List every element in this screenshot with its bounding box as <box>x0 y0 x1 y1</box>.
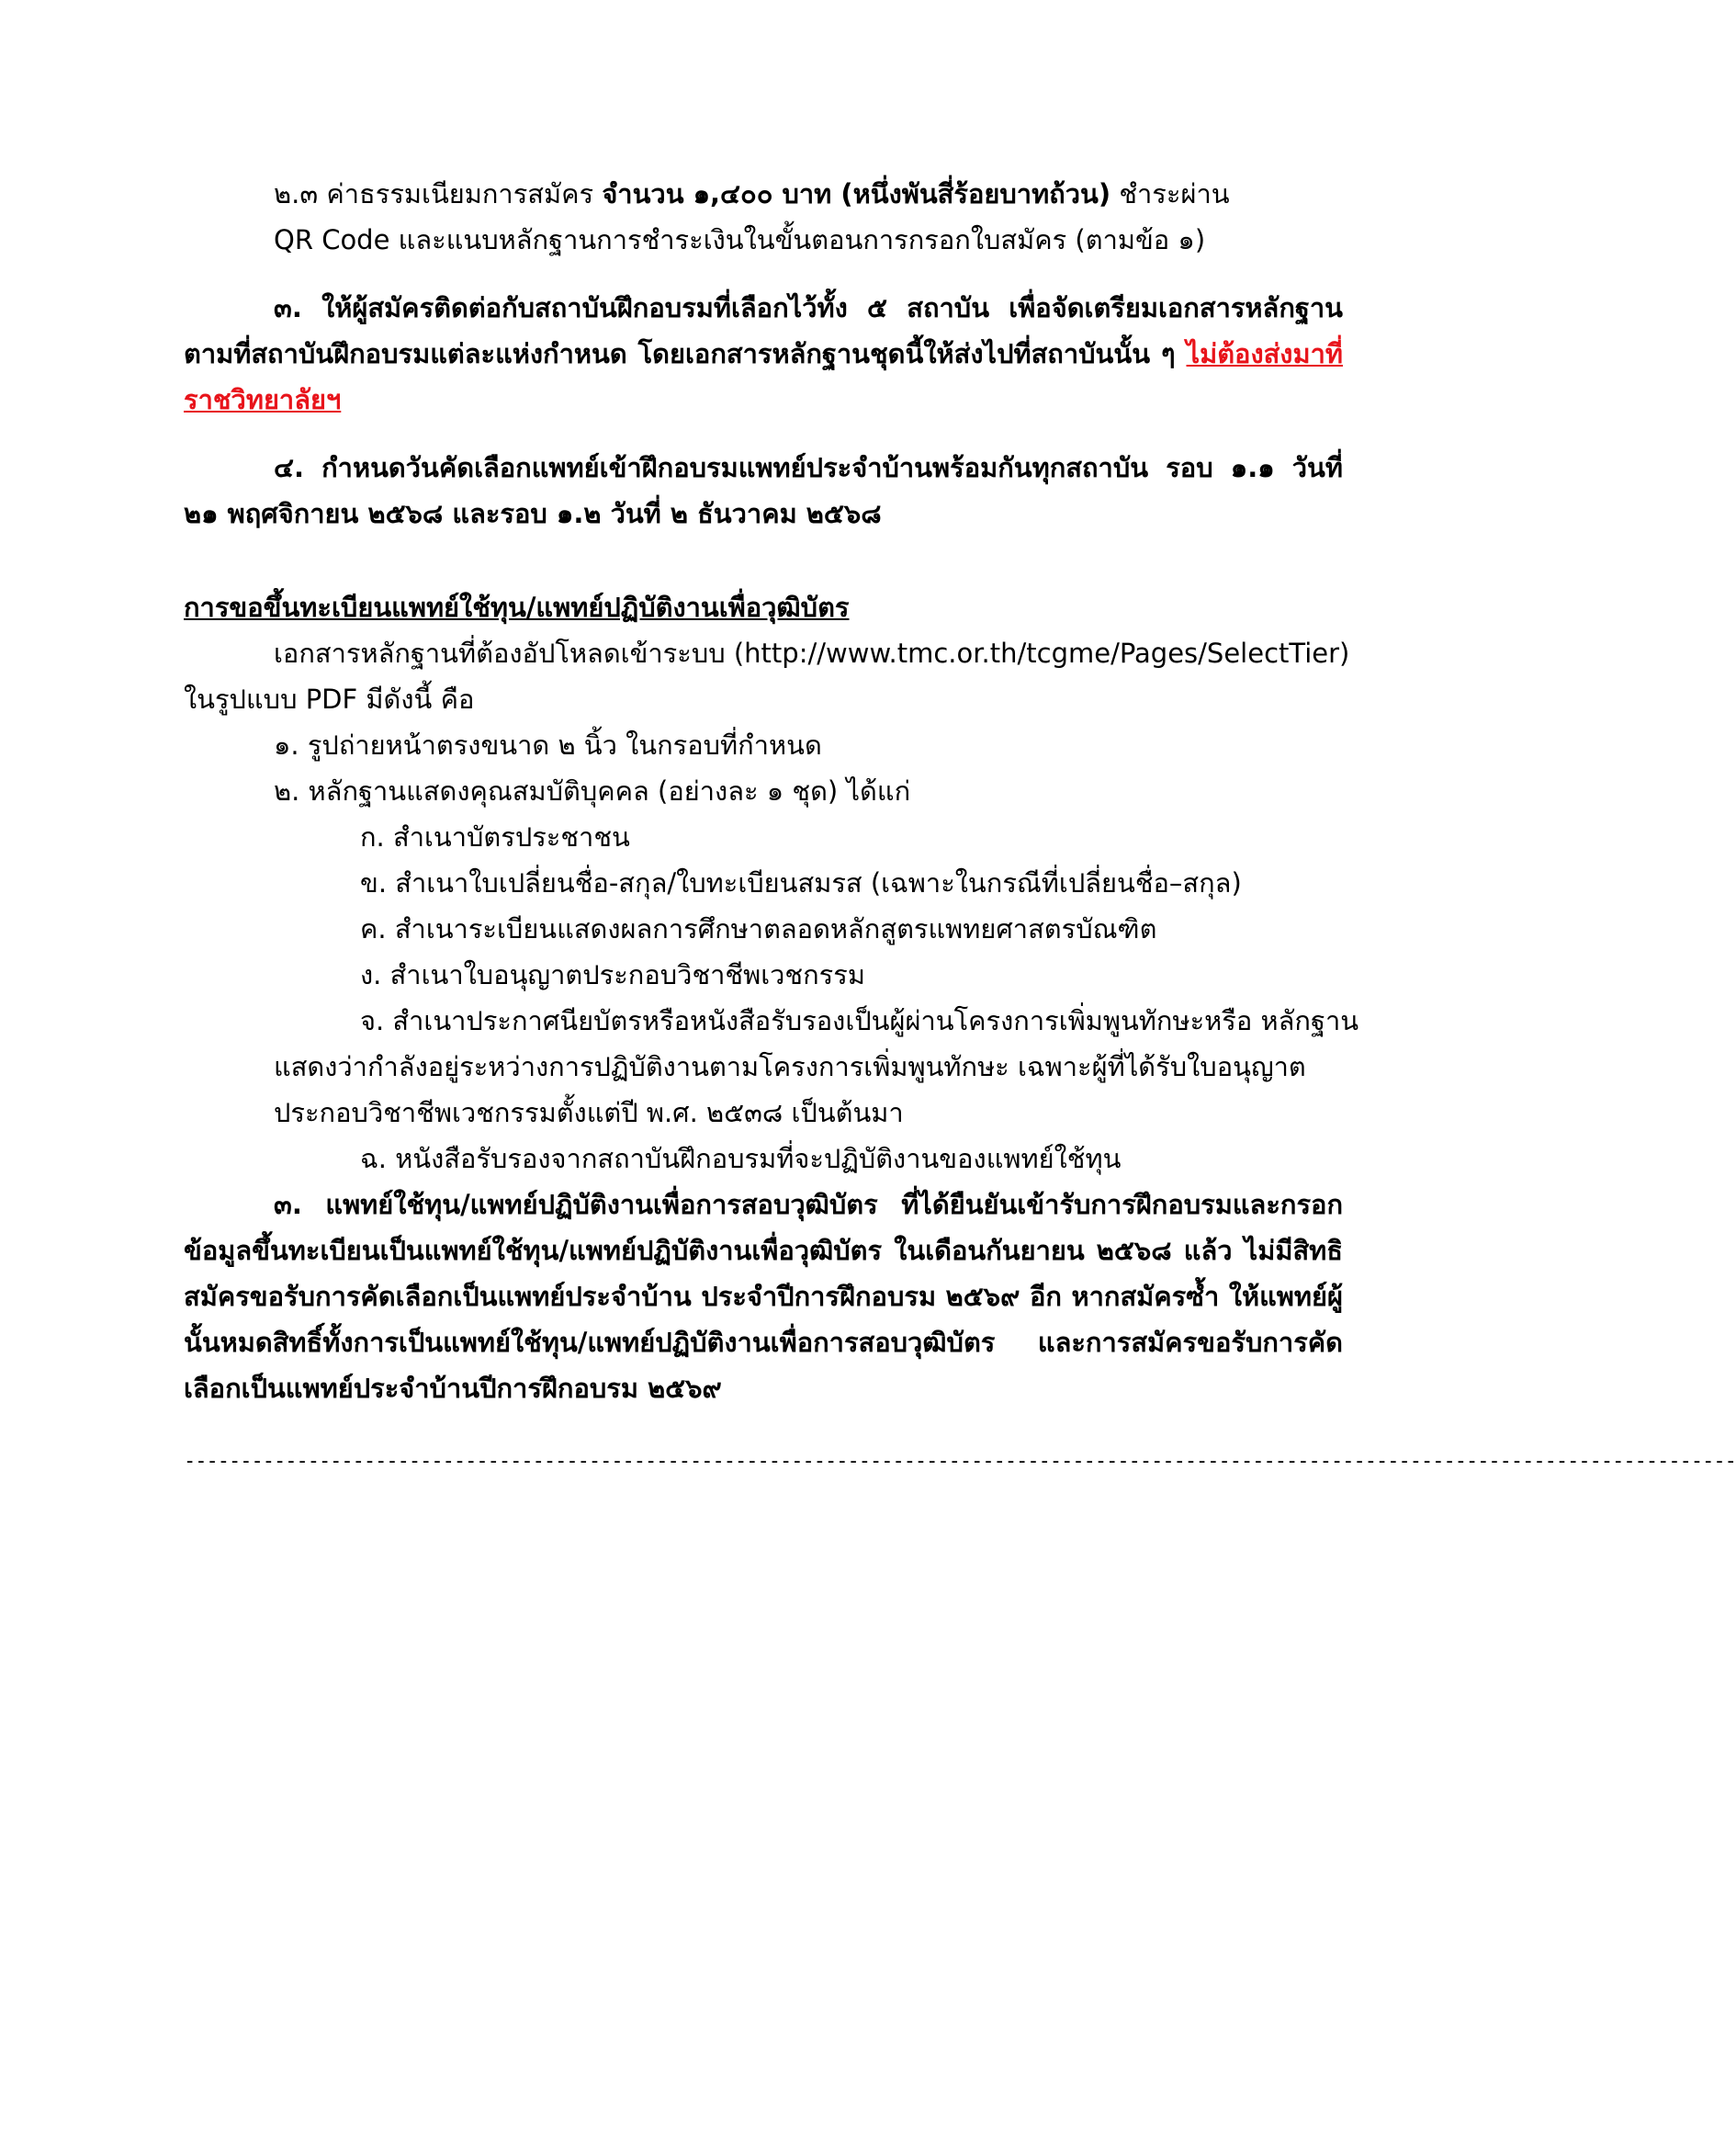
item-2-3-suffix: ชำระผ่าน <box>1110 178 1230 209</box>
item-2-3-fee: จำนวน ๑,๔๐๐ บาท (หนึ่งพันสี่ร้อยบาทถ้วน) <box>602 178 1111 209</box>
doc-item-2: ๒. หลักฐานแสดงคุณสมบัติบุคคล (อย่างละ ๑ ชุด) ได้แก่ <box>274 775 911 807</box>
sub-item-f: ฉ. หนังสือรับรองจากสถาบันฝึกอบรมที่จะปฏิบัติงานของแพทย์ใช้ทุน <box>360 1143 1122 1174</box>
item-3-paragraph <box>184 285 1343 423</box>
registration-heading: การขอขึ้นทะเบียนแพทย์ใช้ทุน/แพทย์ปฏิบัติงานเพื่อวุฒิบัตร <box>184 592 850 623</box>
registration-item-3-paragraph: ๓. แพทย์ใช้ทุน/แพทย์ปฏิบัติงานเพื่อการสอบวุฒิบัตร ที่ได้ยืนยันเข้ารับการฝึกอบรมและกรอกข้อมูลขึ้นทะเบียนเป็นแพทย์ใช้ทุน/แพทย์ปฏิบัติงานเพื่อวุฒิบัตร ในเดือนกันยายน ๒๕๖๘ แล้ว ไม่มีสิทธิสมัครขอรับการคัดเลือกเป็นแพทย์ประจำบ้าน ประจำปีการฝึกอบรม ๒๕๖๙ อีก หากสมัครซ้ำ ให้แพทย์ผู้นั้นหมดสิทธิ์ทั้งการเป็นแพทย์ใช้ทุน/แพทย์ปฏิบัติงานเพื่อการสอบวุฒิบัตร และการสมัครขอรับการคัดเลือกเป็นแพทย์ประจำบ้านปีการฝึกอบรม ๒๕๖๙ <box>184 1189 1343 1404</box>
item-4-paragraph: ๔. กำหนดวันคัดเลือกแพทย์เข้าฝึกอบรมแพทย์ประจำบ้านพร้อมกันทุกสถาบัน รอบ ๑.๑ วันที่ ๒๑ พฤศจิกายน ๒๕๖๘ และรอบ ๑.๒ วันที่ ๒ ธันวาคม ๒๕๖๘ <box>184 452 1343 529</box>
sub-item-d: ง. สำเนาใบอนุญาตประกอบวิชาชีพเวชกรรม <box>360 959 865 990</box>
item-3-highlight: ไม่ต้องส่งมาที่ราชวิทยาลัยฯ <box>184 338 1343 415</box>
registration-intro-line-2: ในรูปแบบ PDF มีดังนี้ คือ <box>184 684 475 715</box>
doc-item-1: ๑. รูปถ่ายหน้าตรงขนาด ๒ นิ้ว ในกรอบที่กำหนด <box>274 730 822 761</box>
sub-item-e-line-2: แสดงว่ากำลังอยู่ระหว่างการปฏิบัติงานตามโครงการเพิ่มพูนทักษะ เฉพาะผู้ที่ได้รับใบอนุญาต <box>274 1051 1306 1082</box>
sub-item-e-line-3: ประกอบวิชาชีพเวชกรรมตั้งแต่ปี พ.ศ. ๒๕๓๘ เป็นต้นมา <box>274 1097 904 1128</box>
item-2-3-line-1 <box>184 171 1343 217</box>
sub-item-e-line-1: จ. สำเนาประกาศนียบัตรหรือหนังสือรับรองเป็นผู้ผ่านโครงการเพิ่มพูนทักษะหรือ หลักฐาน <box>360 1005 1359 1036</box>
sub-item-b: ข. สำเนาใบเปลี่ยนชื่อ-สกุล/ใบทะเบียนสมรส (เฉพาะในกรณีที่เปลี่ยนชื่อ–สกุล) <box>360 867 1242 899</box>
sub-item-a: ก. สำเนาบัตรประชาชน <box>360 821 630 853</box>
divider-line: ------------------------------------------------------------------------------------------------------------------------------------------ <box>184 1450 1736 1473</box>
item-2-3-line-2: QR Code และแนบหลักฐานการชำระเงินในขั้นตอนการกรอกใบสมัคร (ตามข้อ ๑) <box>274 224 1206 255</box>
sub-item-c: ค. สำเนาระเบียนแสดงผลการศึกษาตลอดหลักสูตรแพทยศาสตรบัณฑิต <box>360 913 1157 944</box>
registration-intro-line-1: เอกสารหลักฐานที่ต้องอัปโหลดเข้าระบบ (http://www.tmc.or.th/tcgme/Pages/SelectTier) <box>274 638 1350 669</box>
item-2-3-prefix: ๒.๓ ค่าธรรมเนียมการสมัคร <box>274 178 603 209</box>
item-3-text: ๓. ให้ผู้สมัครติดต่อกับสถาบันฝึกอบรมที่เลือกไว้ทั้ง ๕ สถาบัน เพื่อจัดเตรียมเอกสารหลักฐานตามที่สถาบันฝึกอบรมแต่ละแห่งกำหนด โดยเอกสารหลักฐานชุดนี้ให้ส่งไปที่สถาบันนั้น ๆ <box>184 292 1343 369</box>
